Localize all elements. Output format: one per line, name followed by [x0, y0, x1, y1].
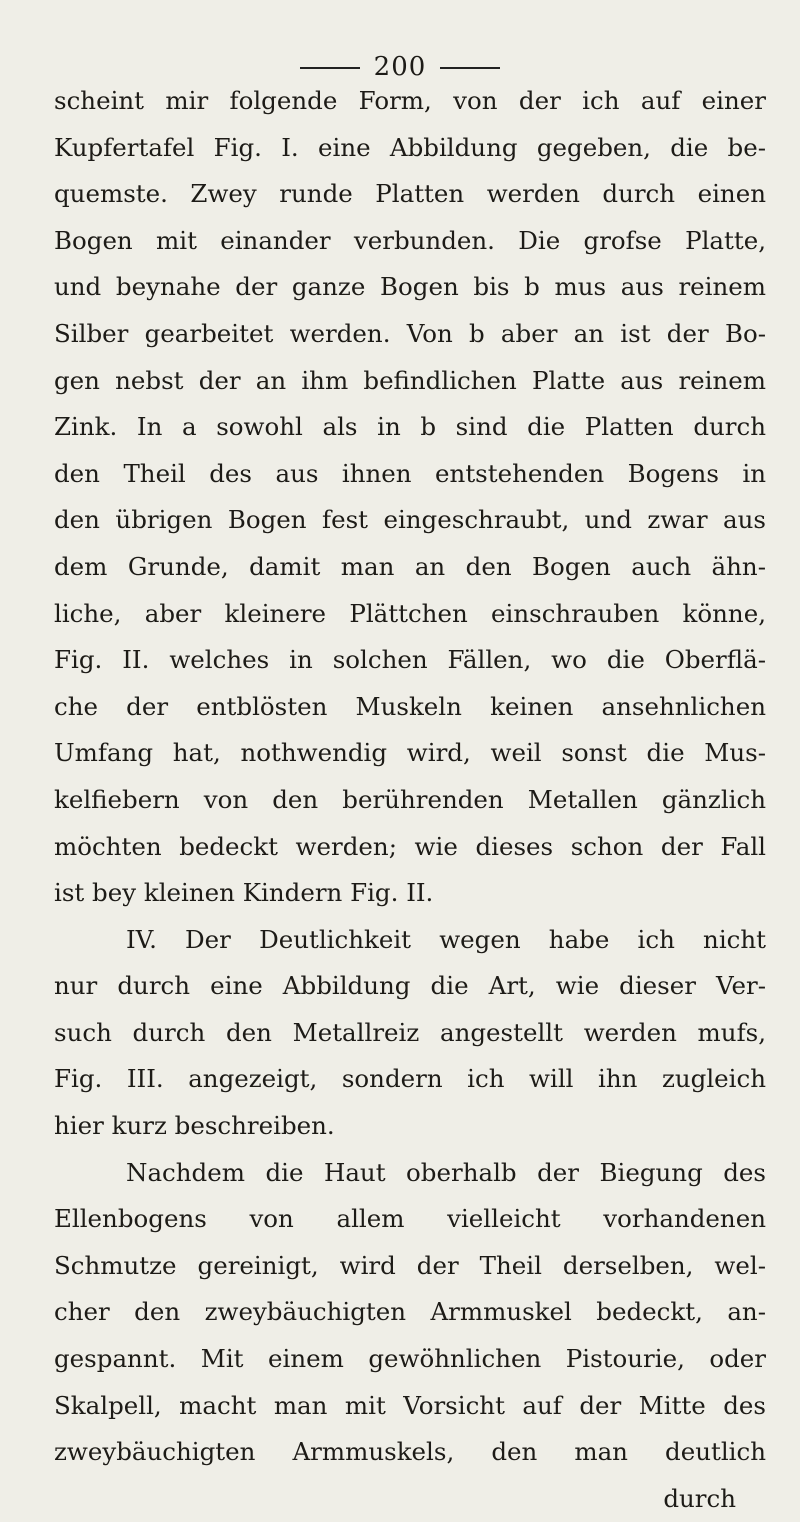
text-line: che der entblösten Muskeln keinen ansehnlichen — [54, 691, 766, 721]
section-heading-line: IV. Der Deutlichkeit wegen habe ich nicht — [126, 924, 766, 954]
text-line: gen nebst der an ihm befindlichen Platte aus reinem — [54, 365, 766, 395]
text-line: Fig. III. angezeigt, sondern ich will ihn zugleich — [54, 1064, 766, 1094]
text-line: Bogen mit einander verbunden. Die grofse Platte, — [54, 225, 766, 255]
text-line: Zink. In a sowohl als in b sind die Platten durch — [54, 412, 766, 442]
text-line: Umfang hat, nothwendig wird, weil sonst die Mus- — [54, 738, 766, 768]
text-line: den Theil des aus ihnen entstehenden Bogens in — [54, 458, 766, 488]
text-line: Silber gearbeitet werden. Von b aber an ist der Bo- — [54, 318, 766, 348]
text-line: liche, aber kleinere Plättchen einschrauben könne, — [54, 598, 766, 628]
page-number: 200 — [373, 52, 427, 82]
text-line: dem Grunde, damit man an den Bogen auch ähn- — [54, 551, 766, 581]
header-rule-right — [440, 67, 500, 69]
text-line: scheint mir folgende Form, von der ich auf einer — [54, 86, 766, 115]
text-line: Kupfertafel Fig. I. eine Abbildung gegeben, die be- — [54, 132, 766, 162]
text-line: und beynahe der ganze Bogen bis b mus aus reinem — [54, 272, 766, 302]
text-line: zweybäuchigten Armmuskels, den man deutlich — [54, 1437, 766, 1467]
text-line: Fig. II. welches in solchen Fällen, wo die Oberflä- — [54, 645, 766, 675]
text-line: quemste. Zwey runde Platten werden durch einen — [54, 179, 766, 209]
text-line: gespannt. Mit einem gewöhnlichen Pistourie, oder — [54, 1344, 766, 1374]
text-line: hier kurz beschreiben. — [54, 1111, 335, 1141]
text-line: den übrigen Bogen fest eingeschraubt, und zwar aus — [54, 505, 766, 535]
paragraph-start-line: Nachdem die Haut oberhalb der Biegung des — [126, 1157, 766, 1187]
text-line: Skalpell, macht man mit Vorsicht auf der Mitte des — [54, 1390, 766, 1420]
body-text — [54, 78, 766, 1522]
text-line: cher den zweybäuchigten Armmuskel bedeckt, an- — [54, 1297, 766, 1327]
catchword: durch — [663, 1483, 736, 1513]
text-line: kelfiebern von den berührenden Metallen gänzlich — [54, 784, 766, 814]
text-line: Schmutze gereinigt, wird der Theil derselben, wel- — [54, 1250, 766, 1280]
header-rule-left — [300, 67, 360, 69]
text-line: ist bey kleinen Kindern Fig. II. — [54, 878, 434, 908]
text-line: Ellenbogens von allem vielleicht vorhandenen — [54, 1204, 766, 1234]
text-line: nur durch eine Abbildung die Art, wie dieser Ver- — [54, 971, 766, 1001]
text-line: möchten bedeckt werden; wie dieses schon der Fall — [54, 831, 766, 861]
text-line: such durch den Metallreiz angestellt werden mufs, — [54, 1017, 766, 1047]
